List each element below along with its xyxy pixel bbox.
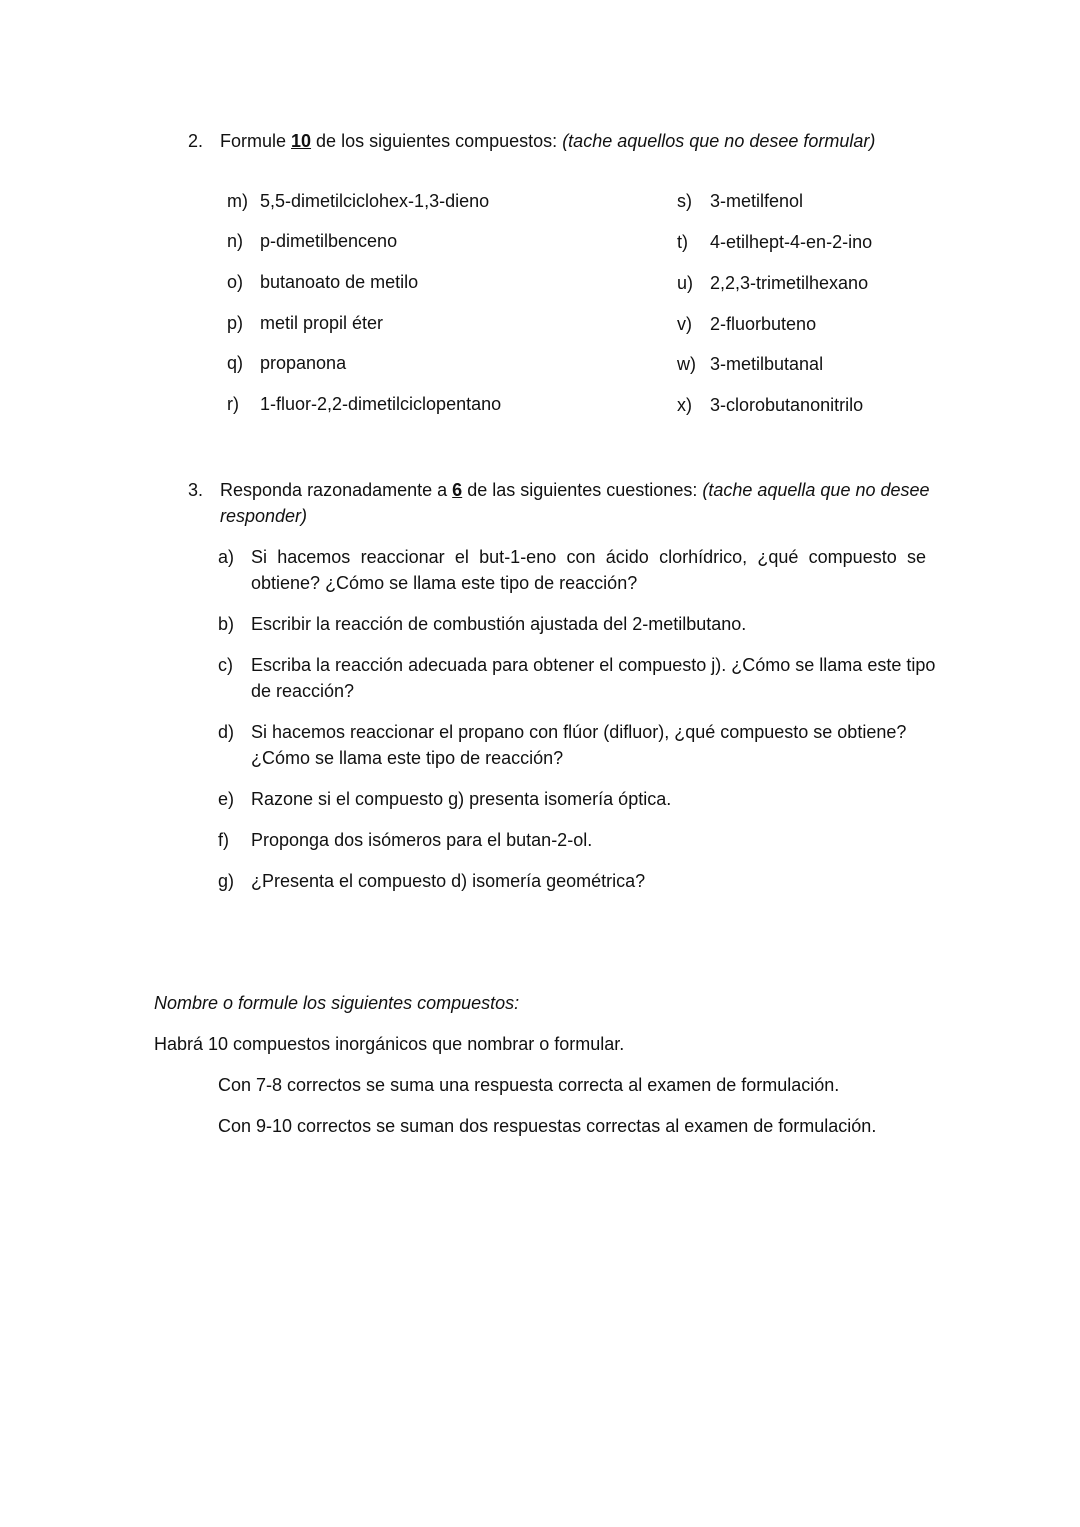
list-item [677, 232, 873, 253]
q2-prefix: Formule [220, 131, 292, 151]
item-letter: w) [677, 354, 696, 374]
question-item [218, 789, 672, 810]
item-line-1: Escriba la reacción adecuada para obtener el compuesto j). ¿Cómo se llama este tipo [251, 655, 936, 675]
item-line-1: Escribir la reacción de combustión ajustada del 2-metilbutano. [251, 614, 747, 634]
item-text: 3-metilfenol [710, 191, 804, 211]
list-item [677, 191, 804, 212]
item-line-2: obtiene? ¿Cómo se llama este tipo de reacción? [251, 573, 638, 593]
item-letter: b) [218, 614, 235, 634]
item-text: 2-fluorbuteno [710, 314, 817, 334]
item-line-1: Si hacemos reaccionar el but-1-eno con ácido clorhídrico, ¿qué compuesto se [251, 547, 926, 567]
q2-count: 10 [291, 131, 312, 151]
item-letter: o) [227, 272, 244, 292]
item-line-1: Razone si el compuesto g) presenta isomería óptica. [251, 789, 672, 809]
item-text: 2,2,3-trimetilhexano [710, 273, 869, 293]
item-text: butanoato de metilo [260, 272, 419, 292]
q3-note: (tache aquella que no desee [702, 480, 930, 500]
item-letter: v) [677, 314, 692, 334]
item-letter: u) [677, 273, 694, 293]
item-letter: e) [218, 789, 235, 809]
item-letter: f) [218, 830, 229, 850]
item-letter: d) [218, 722, 235, 742]
item-letter: t) [677, 232, 688, 252]
footer-line-2: Con 7-8 correctos se suma una respuesta correcta al examen de formulación. [218, 1075, 840, 1095]
question-item [218, 871, 646, 892]
item-text: propanona [260, 353, 347, 373]
item-text: 3-clorobutanonitrilo [710, 395, 864, 415]
question-item [218, 547, 926, 593]
item-text: metil propil éter [260, 313, 384, 333]
item-text: 5,5-dimetilciclohex-1,3-dieno [260, 191, 490, 211]
q3-prefix: Responda razonadamente a [220, 480, 453, 500]
question-item [218, 722, 907, 768]
question-item [218, 830, 593, 851]
item-text: 3-metilbutanal [710, 354, 824, 374]
item-letter: n) [227, 231, 244, 251]
question-item [218, 655, 936, 701]
q2-note: (tache aquellos que no desee formular) [562, 131, 876, 151]
item-text: p-dimetilbenceno [260, 231, 398, 251]
list-item [677, 273, 869, 294]
footer-line-3: Con 9-10 correctos se suman dos respuestas correctas al examen de formulación. [218, 1116, 877, 1136]
footer-line-1: Habrá 10 compuestos inorgánicos que nombrar o formular. [154, 1034, 625, 1054]
question-item [218, 614, 747, 635]
item-line-2: de reacción? [251, 681, 355, 701]
q2-middle: de los siguientes compuestos: [311, 131, 563, 151]
item-letter: g) [218, 871, 235, 891]
item-letter: r) [227, 394, 239, 414]
q2-heading [188, 131, 876, 152]
item-text: 4-etilhept-4-en-2-ino [710, 232, 873, 252]
footer-heading: Nombre o formule los siguientes compuestos: [154, 993, 520, 1013]
item-letter: a) [218, 547, 235, 567]
item-line-1: Si hacemos reaccionar el propano con flúor (difluor), ¿qué compuesto se obtiene? [251, 722, 907, 742]
list-item [227, 394, 502, 415]
item-letter: p) [227, 313, 244, 333]
item-line-1: Proponga dos isómeros para el butan-2-ol. [251, 830, 593, 850]
list-item [227, 313, 384, 334]
item-line-2: ¿Cómo se llama este tipo de reacción? [251, 748, 564, 768]
item-letter: s) [677, 191, 692, 211]
q3-heading [188, 480, 930, 501]
q3-note-continued: responder) [220, 506, 308, 526]
list-item [677, 354, 824, 375]
list-item [677, 395, 864, 416]
item-text: 1-fluor-2,2-dimetilciclopentano [260, 394, 502, 414]
list-item [227, 272, 419, 293]
list-item [227, 191, 490, 212]
list-item [227, 231, 398, 252]
q2-number: 2. [188, 131, 204, 151]
item-line-1: ¿Presenta el compuesto d) isomería geométrica? [251, 871, 646, 891]
item-letter: q) [227, 353, 244, 373]
list-item [677, 314, 817, 335]
item-letter: m) [227, 191, 248, 211]
q3-number: 3. [188, 480, 204, 500]
list-item [227, 353, 347, 374]
q3-middle: de las siguientes cuestiones: [462, 480, 703, 500]
q3-count: 6 [452, 480, 463, 500]
item-letter: c) [218, 655, 233, 675]
item-letter: x) [677, 395, 692, 415]
